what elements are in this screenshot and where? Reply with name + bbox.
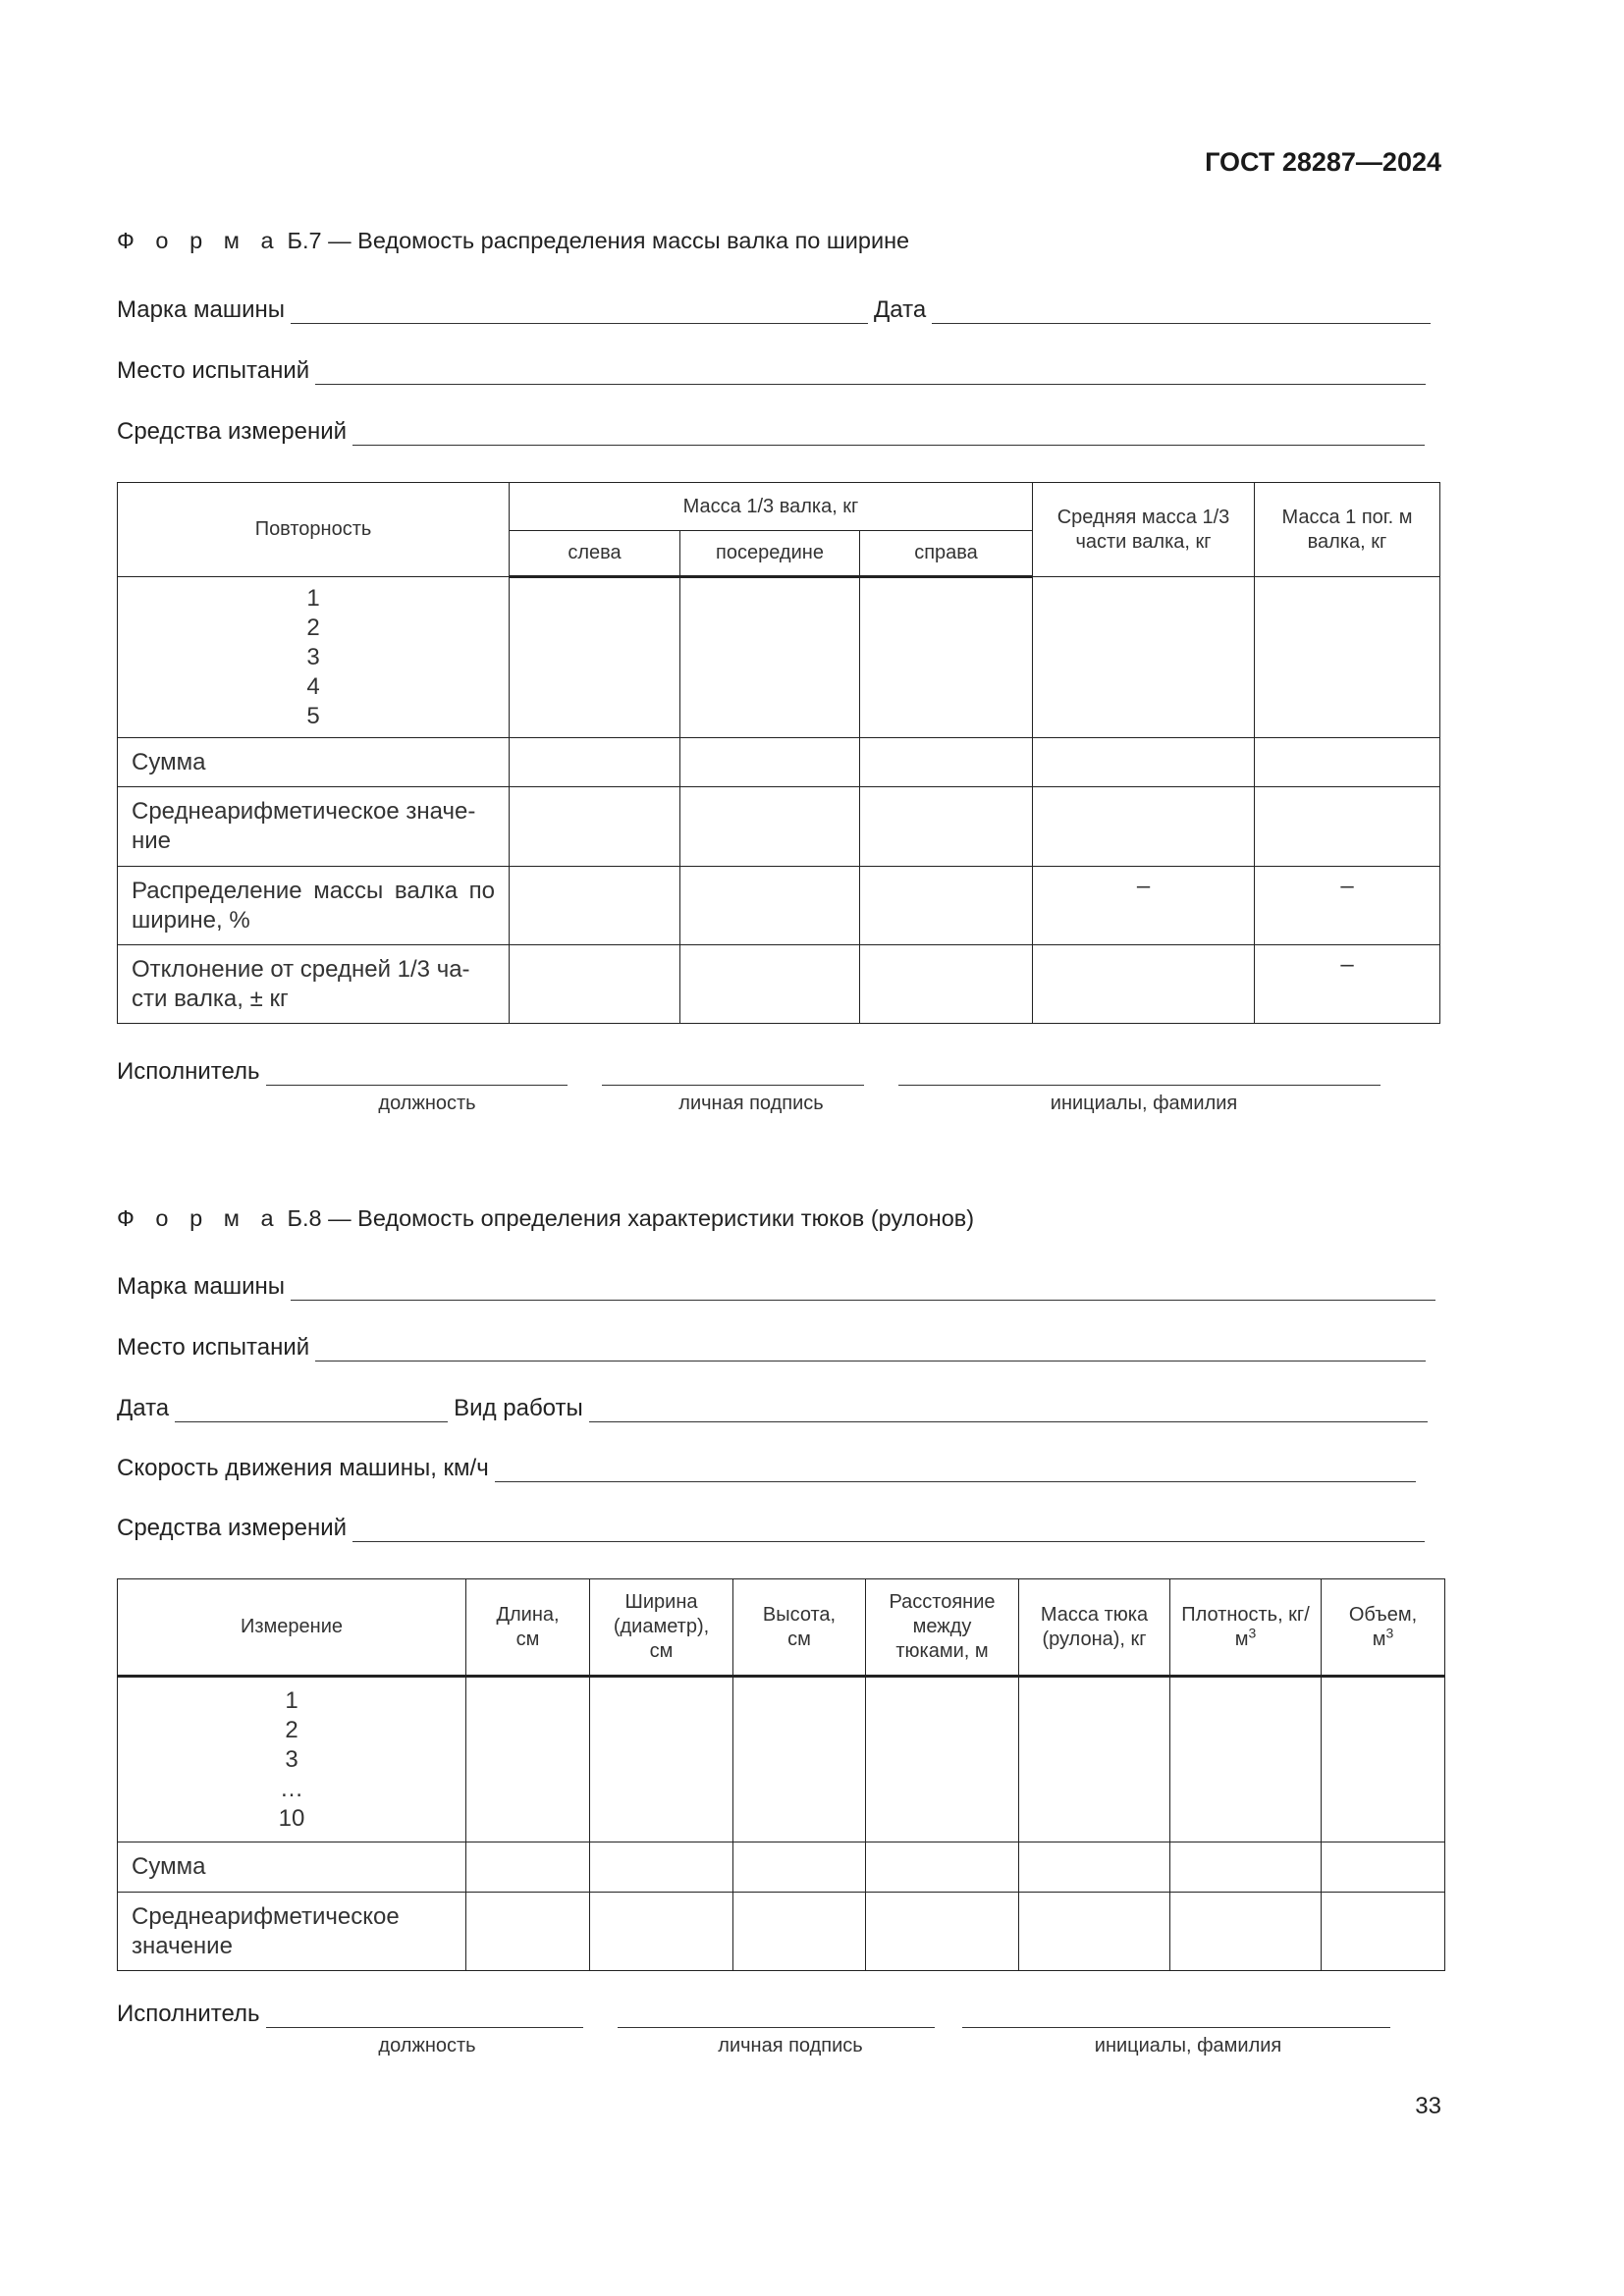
- b8-name-caption: инициалы, фамилия: [1094, 2035, 1282, 2056]
- b7-date-label: Дата: [874, 296, 927, 323]
- b8-speed-label: Скорость движения машины, км/ч: [117, 1455, 489, 1481]
- b8-col-volume-text: Объем, м: [1348, 1603, 1418, 1650]
- b8-speed-field[interactable]: [495, 1460, 1416, 1482]
- b8-measuring-tools-label: Средства измерений: [117, 1515, 348, 1541]
- table-cell[interactable]: [733, 1893, 866, 1971]
- table-cell[interactable]: [860, 787, 1033, 867]
- b7-tools-row: [117, 418, 1425, 446]
- table-cell[interactable]: [860, 577, 1033, 738]
- table-cell[interactable]: [680, 787, 860, 867]
- table-cell[interactable]: [510, 577, 680, 738]
- table-cell[interactable]: [680, 738, 860, 787]
- b8-measurement-3: 3: [285, 1745, 298, 1773]
- b8-machine-brand-field[interactable]: [291, 1278, 1435, 1301]
- b7-name-field[interactable]: [898, 1063, 1380, 1086]
- b8-col-density-text: Плотность, кг/м: [1181, 1603, 1310, 1650]
- b7-date-field[interactable]: [932, 301, 1431, 324]
- b7-repeat-5: 5: [306, 702, 320, 729]
- form-b7-title: [117, 228, 909, 254]
- table-cell[interactable]: [510, 787, 680, 867]
- b7-dash-deviation: –: [1255, 945, 1440, 1024]
- b8-col-width: Ширина (диаметр), см: [590, 1579, 733, 1677]
- b7-executor-label: Исполнитель: [117, 1058, 260, 1085]
- form-b8-title: [117, 1205, 974, 1232]
- b8-executor-label: Исполнитель: [117, 2001, 260, 2027]
- b8-date-field[interactable]: [175, 1400, 448, 1422]
- b7-measuring-tools-field[interactable]: [352, 423, 1425, 446]
- table-row: [118, 1842, 1445, 1893]
- table-cell[interactable]: [1255, 738, 1440, 787]
- b8-signature-field[interactable]: [618, 2005, 935, 2028]
- b7-table: [117, 482, 1440, 1024]
- table-row: [118, 867, 1440, 945]
- b8-signature-caption: личная подпись: [718, 2035, 863, 2056]
- table-cell[interactable]: [1033, 787, 1255, 867]
- b7-col-middle: посередине: [680, 531, 860, 577]
- table-cell[interactable]: [1322, 1893, 1445, 1971]
- table-row: [118, 787, 1440, 867]
- b8-signature-row: [117, 2001, 1390, 2028]
- b7-signature-row: [117, 1058, 1380, 1086]
- table-cell[interactable]: [510, 867, 680, 945]
- table-cell[interactable]: [466, 1893, 590, 1971]
- b7-col-left: слева: [510, 531, 680, 577]
- b7-test-location-field[interactable]: [315, 362, 1426, 385]
- b8-location-row: [117, 1334, 1426, 1362]
- b7-row-deviation: Отклонение от средней 1/3 ча-сти валка, ± кг: [118, 945, 510, 1024]
- b7-signature-field[interactable]: [602, 1063, 864, 1086]
- b8-table: [117, 1578, 1445, 1971]
- b7-repeat-numbers: [118, 577, 510, 738]
- table-cell[interactable]: [866, 1677, 1019, 1842]
- table-row: [118, 1893, 1445, 1971]
- table-cell[interactable]: [590, 1842, 733, 1893]
- b8-col-measurement: Измерение: [118, 1579, 466, 1677]
- b8-measurement-1: 1: [285, 1686, 298, 1714]
- table-cell[interactable]: [1322, 1677, 1445, 1842]
- b8-col-volume: [1322, 1579, 1445, 1677]
- b7-row-sum: Сумма: [118, 738, 510, 787]
- b7-signature-caption: личная подпись: [678, 1093, 824, 1114]
- table-cell[interactable]: [680, 577, 860, 738]
- table-cell[interactable]: [1033, 738, 1255, 787]
- b8-work-type-label: Вид работы: [454, 1395, 583, 1421]
- b8-machine-row: [117, 1273, 1435, 1301]
- table-cell[interactable]: [860, 867, 1033, 945]
- table-row: [118, 577, 1440, 738]
- table-cell[interactable]: [1170, 1677, 1322, 1842]
- b7-machine-date-row: [117, 296, 1431, 324]
- table-cell[interactable]: [466, 1677, 590, 1842]
- table-cell[interactable]: [1019, 1893, 1170, 1971]
- form-b7-title-prefix: Ф о р м а: [117, 228, 282, 253]
- b8-machine-brand-label: Марка машины: [117, 1273, 286, 1300]
- b8-test-location-label: Место испытаний: [117, 1334, 310, 1361]
- table-cell[interactable]: [680, 867, 860, 945]
- b8-measurement-2: 2: [285, 1716, 298, 1743]
- b8-col-mass: Масса тюка (рулона), кг: [1019, 1579, 1170, 1677]
- table-row: [118, 945, 1440, 1024]
- b7-row-distribution: Распределение массы валка по ширине, %: [118, 867, 510, 945]
- b8-tools-row: [117, 1515, 1425, 1542]
- b7-repeat-1: 1: [306, 584, 320, 612]
- b8-col-volume-sup: 3: [1385, 1624, 1394, 1640]
- b8-measurement-ellipsis: …: [280, 1775, 303, 1802]
- b8-row-mean: Среднеарифметическое значение: [118, 1893, 466, 1971]
- b7-col-mass-per-m: Масса 1 пог. м валка, кг: [1255, 483, 1440, 577]
- table-cell[interactable]: [510, 738, 680, 787]
- table-cell[interactable]: [590, 1893, 733, 1971]
- b7-name-caption: инициалы, фамилия: [1050, 1093, 1238, 1114]
- b7-test-location-label: Место испытаний: [117, 357, 310, 384]
- b8-name-field[interactable]: [962, 2005, 1390, 2028]
- b8-test-location-field[interactable]: [315, 1339, 1426, 1362]
- b8-col-density: [1170, 1579, 1322, 1677]
- b7-location-row: [117, 357, 1426, 385]
- table-cell[interactable]: [1019, 1677, 1170, 1842]
- b7-dash-avg-mass: –: [1033, 867, 1255, 945]
- b7-machine-brand-label: Марка машины: [117, 296, 286, 323]
- b7-machine-brand-field[interactable]: [291, 301, 868, 324]
- b8-work-type-field[interactable]: [589, 1400, 1428, 1422]
- b7-repeat-2: 2: [306, 614, 320, 641]
- b7-col-right: справа: [860, 531, 1033, 577]
- table-cell[interactable]: [1019, 1842, 1170, 1893]
- b8-position-caption: должность: [378, 2035, 476, 2056]
- table-cell[interactable]: [860, 738, 1033, 787]
- table-row: [118, 1677, 1445, 1842]
- document-header: ГОСТ 28287—2024: [1205, 147, 1441, 177]
- b7-repeat-3: 3: [306, 643, 320, 670]
- b7-position-field[interactable]: [266, 1063, 568, 1086]
- b7-dash-mass-per-m: –: [1255, 867, 1440, 945]
- table-cell[interactable]: [733, 1677, 866, 1842]
- table-cell[interactable]: [1170, 1842, 1322, 1893]
- b8-date-work-row: [117, 1395, 1428, 1422]
- table-cell[interactable]: [590, 1677, 733, 1842]
- table-cell[interactable]: [1255, 577, 1440, 738]
- table-cell[interactable]: [866, 1893, 1019, 1971]
- b8-measurement-10: 10: [278, 1804, 305, 1832]
- b7-row-mean: Среднеарифметическое значе-ние: [118, 787, 510, 867]
- b7-measuring-tools-label: Средства измерений: [117, 418, 348, 445]
- page-number: 33: [1415, 2093, 1441, 2119]
- form-b8-title-prefix: Ф о р м а: [117, 1205, 282, 1231]
- table-cell[interactable]: [1255, 787, 1440, 867]
- b8-col-distance: Расстояние между тюками, м: [866, 1579, 1019, 1677]
- table-cell[interactable]: [1033, 577, 1255, 738]
- b8-measuring-tools-field[interactable]: [352, 1520, 1425, 1542]
- table-cell[interactable]: [733, 1842, 866, 1893]
- table-cell[interactable]: [860, 945, 1033, 1024]
- table-cell[interactable]: [866, 1842, 1019, 1893]
- table-cell[interactable]: [466, 1842, 590, 1893]
- b8-row-sum: Сумма: [118, 1842, 466, 1893]
- b7-col-avg-mass: Средняя масса 1/3 части валка, кг: [1033, 483, 1255, 577]
- table-cell[interactable]: [1170, 1893, 1322, 1971]
- b8-col-height: Высота, см: [733, 1579, 866, 1677]
- b8-position-field[interactable]: [266, 2005, 583, 2028]
- b8-date-label: Дата: [117, 1395, 170, 1421]
- b7-col-mass-group: Масса 1/3 валка, кг: [510, 483, 1033, 531]
- b8-col-length: Длина, см: [466, 1579, 590, 1677]
- form-b8-title-text: Б.8 — Ведомость определения характеристики тюков (рулонов): [281, 1205, 975, 1231]
- b8-measurement-numbers: [118, 1677, 466, 1842]
- b7-position-caption: должность: [378, 1093, 476, 1114]
- b7-repeat-4: 4: [306, 672, 320, 700]
- b8-col-density-sup: 3: [1248, 1624, 1257, 1640]
- b7-col-repeat: Повторность: [118, 483, 510, 577]
- table-cell[interactable]: [1322, 1842, 1445, 1893]
- table-cell[interactable]: [510, 945, 680, 1024]
- table-cell[interactable]: [1033, 945, 1255, 1024]
- b8-speed-row: [117, 1455, 1416, 1482]
- table-cell[interactable]: [680, 945, 860, 1024]
- table-row: [118, 738, 1440, 787]
- form-b7-title-text: Б.7 — Ведомость распределения массы валка по ширине: [281, 228, 910, 253]
